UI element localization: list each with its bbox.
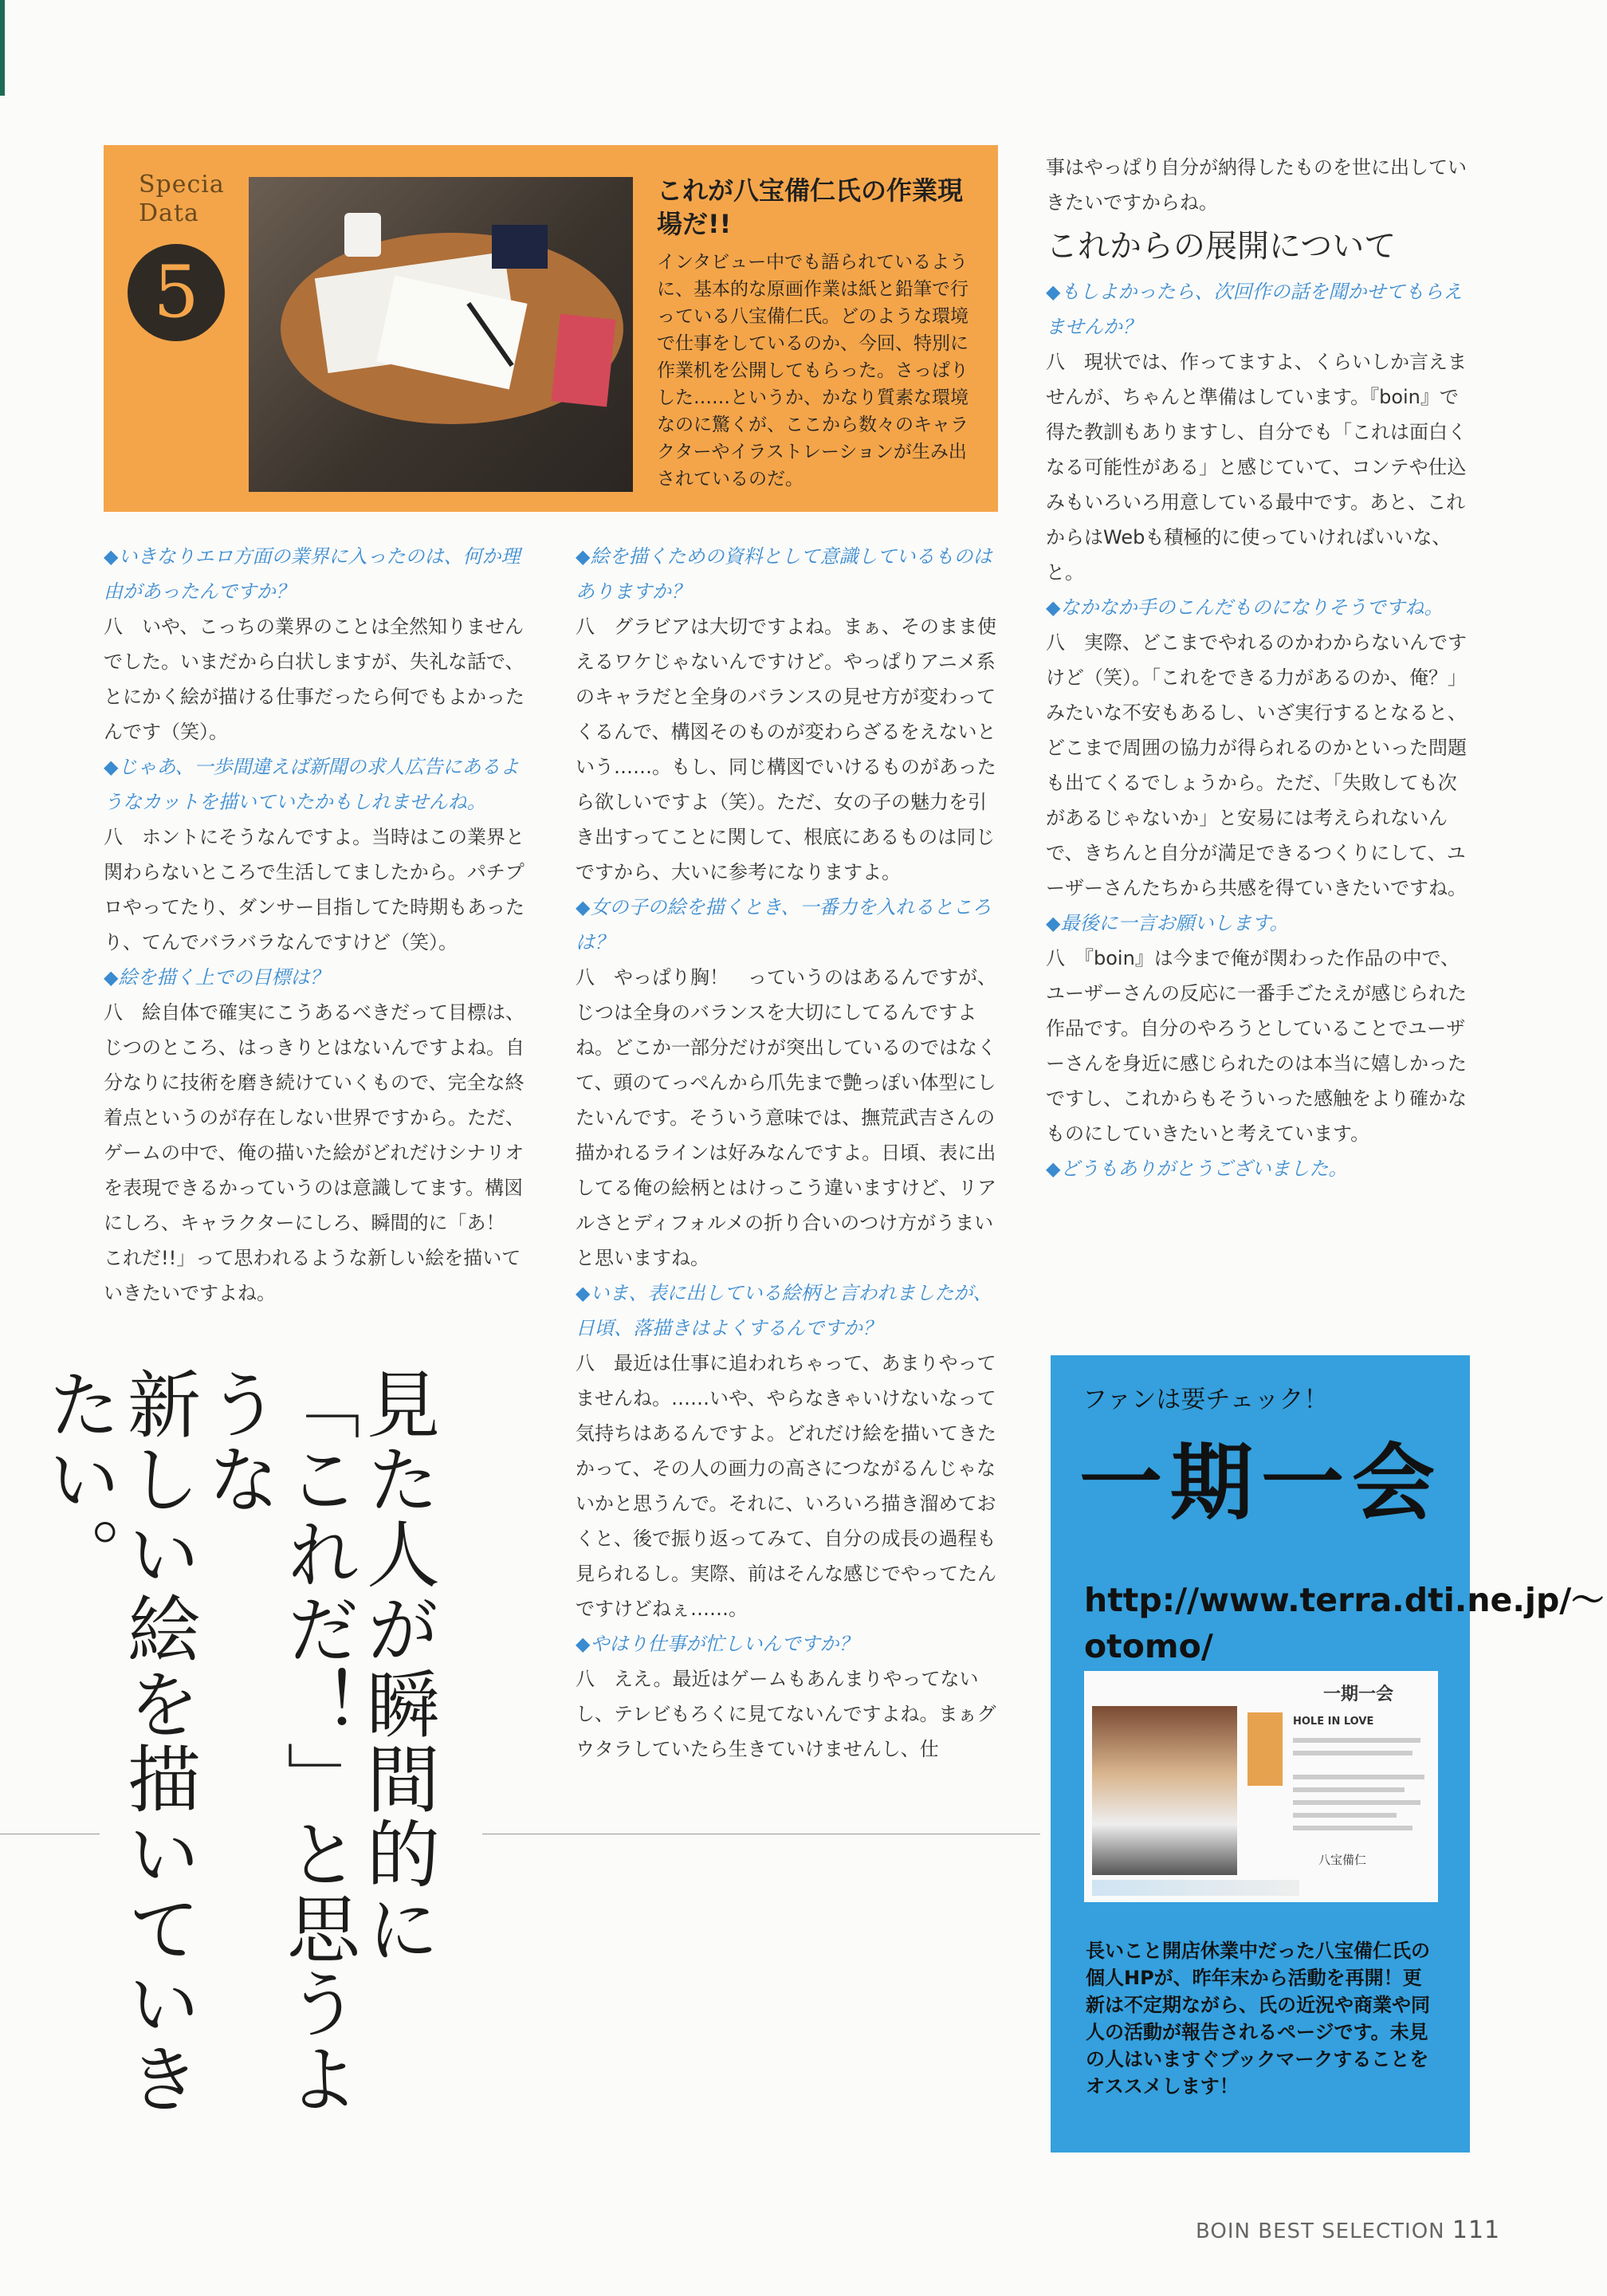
interview-answer: 八 最近は仕事に追われちゃって、あまりやってませんね。……いや、やらなきゃいけないなって気持ちはあるんですよ。どれだけ絵を描いてきたかって、その人の画力の高さにつながるんじゃないかと思うんで。それに、いろいろ描き溜めておくと、後で振り返ってみて、自分の成長の過程も見られるし。実際、前はそんな感じでやってたんですけどねぇ……。 xyxy=(576,1352,996,1620)
screenshot-text-line xyxy=(1293,1813,1397,1818)
interview-answer: 事はやっぱり自分が納得したものを世に出していきたいですからね。 xyxy=(1046,156,1467,214)
screenshot-text-line xyxy=(1293,1751,1413,1755)
special-data-box xyxy=(104,145,998,512)
interview-question: ◆いきなりエロ方面の業界に入ったのは、何か理由があったんですか？ xyxy=(104,545,521,603)
photo-pen-holder xyxy=(492,225,548,269)
magazine-title: BOIN BEST SELECTION xyxy=(1196,2219,1445,2243)
website-title: 一期一会 xyxy=(1079,1434,1444,1531)
special-data-label: Specia Data xyxy=(139,171,225,227)
special-data-title: これが八宝備仁氏の作業現場だ!! xyxy=(657,175,964,239)
pull-quote-line: 新しい絵を描いていきたい。 xyxy=(36,1366,201,2116)
screenshot-text-line xyxy=(1293,1826,1413,1830)
pull-quote-line: 見た人が瞬間的に xyxy=(355,1366,440,1966)
fan-check-label: ファンは要チェック！ xyxy=(1082,1386,1329,1414)
website-url[interactable]: http://www.terra.dti.ne.jp/〜otomo/ xyxy=(1084,1581,1605,1665)
interview-question: ◆やはり仕事が忙しいんですか？ xyxy=(576,1633,859,1655)
page-number: 111 xyxy=(1452,2216,1501,2244)
photo-mug xyxy=(344,213,381,257)
special-data-text: インタビュー中でも語られているように、基本的な原画作業は紙と鉛筆で行っている八宝備仁氏。どのような環境で仕事をしているのか、今回、特別に作業机を公開してもらった。さっぱりした……というか、かなり質素な環境なのに驚くが、ここから数々のキャラクターやイラストレーションが生み出されているのだ。 xyxy=(657,252,969,489)
interview-question: ◆もしよかったら、次回作の話を聞かせてもらえませんか？ xyxy=(1046,281,1463,338)
section-heading: これからの展開について xyxy=(1046,228,1397,265)
website-screenshot xyxy=(1084,1671,1438,1902)
page-footer xyxy=(1196,2216,1500,2244)
interview-answer: 八 ええ。最近はゲームもあんまりやってないし、テレビもろくに見てないんですよね。まぁグウタラしていたら生きていけませんし、仕 xyxy=(576,1668,996,1760)
interview-question: ◆どうもありがとうございました。 xyxy=(1046,1158,1348,1180)
interview-answer: 八 やっぱり胸！ っていうのはあるんですが、じつは全身のバランスを大切にしてるんですよね。どこか一部分だけが突出しているのではなくて、頭のてっぺんから爪先まで艶っぽい体型にしたいんです。そういう意味では、撫荒武吉さんの描かれるラインは好みなんですよ。日頃、表に出してる俺の絵柄とはけっこう違いますけど、リアルさとディフォルメの折り合いのつけ方がうまいと思いますね。 xyxy=(576,966,996,1269)
interview-column-1 xyxy=(104,539,534,1311)
screenshot-text-line xyxy=(1293,1738,1420,1743)
special-data-number: 5 xyxy=(128,244,225,341)
screenshot-hole-in-love: HOLE IN LOVE xyxy=(1293,1716,1374,1728)
page-edge-tab xyxy=(0,0,5,96)
interview-question: ◆じゃあ、一歩間違えば新聞の求人広告にあるようなカットを描いていたかもしれませんね。 xyxy=(104,756,520,813)
interview-column-3 xyxy=(1046,150,1475,1186)
screenshot-text-line xyxy=(1293,1787,1405,1792)
screenshot-header: 一期一会 xyxy=(1323,1685,1394,1704)
interview-question: ◆なかなか手のこんだものになりそうですね。 xyxy=(1046,596,1444,619)
screenshot-footer xyxy=(1092,1880,1299,1896)
interview-answer: 八 実際、どこまでやれるのかわからないんですけど（笑）。「これをできる力があるのか、俺？」みたいな不安もあるし、いざ実行するとなると、どこまで周囲の協力が得られるのかといった問題も出てくるでしょうから。ただ、「失敗しても次があるじゃないか」と安易には考えられないんで、きちんと自分が満足できるつくりにして、ユーザーさんたちから共感を得ていきたいですね。 xyxy=(1046,631,1467,899)
website-info-box xyxy=(1051,1355,1605,2152)
interview-answer: 八 いや、こっちの業界のことは全然知りませんでした。いまだから白状しますが、失礼な話で、とにかく絵が描ける仕事だったら何でもよかったんです（笑）。 xyxy=(104,615,525,743)
screenshot-text-line xyxy=(1293,1800,1420,1805)
pull-quote xyxy=(36,1366,440,2148)
screenshot-signature: 八宝備仁 xyxy=(1318,1853,1367,1867)
workdesk-photo xyxy=(249,177,633,492)
pull-quote-line: 「これだ！」と思うような xyxy=(195,1366,360,2116)
interview-question: ◆絵を描くための資料として意識しているものはありますか？ xyxy=(576,545,992,603)
screenshot-thumbnail xyxy=(1247,1712,1283,1786)
interview-answer: 八 現状では、作ってますよ、くらいしか言えませんが、ちゃんと準備はしています。『boin』で得た教訓もありますし、自分でも「これは面白くなる可能性がある」と感じていて、コンテや仕込みもいろいろ用意している最中です。あと、これからはWebも積極的に使っていければいいな、と。 xyxy=(1046,351,1467,584)
photo-magazine xyxy=(551,314,615,407)
interview-answer: 八 ホントにそうなんですよ。当時はこの業界と関わらないところで生活してましたから。パチプロやってたり、ダンサー目指してた時期もあったり、てんでバラバラなんですけど（笑）。 xyxy=(104,826,525,953)
interview-column-2 xyxy=(576,539,998,1767)
interview-question: ◆最後に一言お願いします。 xyxy=(1046,912,1289,934)
interview-answer: 八 絵自体で確実にこうあるべきだって目標は、じつのところ、はっきりとはないんですよね。自分なりに技術を磨き続けていくもので、完全な終着点というのが存在しない世界ですから。ただ、ゲームの中で、俺の描いた絵がどれだけシナリオを表現できるかっていうのは意識してます。構図にしろ、キャラクターにしろ、瞬間的に「あ！ これだ!!」って思われるような新しい絵を描いていきたいですよね。 xyxy=(104,1001,525,1304)
interview-question: ◆絵を描く上での目標は？ xyxy=(104,966,329,989)
interview-question: ◆女の子の絵を描くとき、一番力を入れるところは？ xyxy=(576,896,992,953)
interview-answer: 八 『boin』は今まで俺が関わった作品の中で、ユーザーさんの反応に一番手ごたえが感じられた作品です。自分のやろうとしていることでユーザーさんを身近に感じられたのは本当に嬉しかったですし、これからもそういった感触をより確かなものにしていきたいと考えています。 xyxy=(1046,947,1467,1145)
website-description: 長いこと開店休業中だった八宝備仁氏の個人HPが、昨年末から活動を再開！更新は不定期ながら、氏の近況や商業や同人の活動が報告されるページです。未見の人はいますぐブックマークすることをオススメします！ xyxy=(1086,1940,1430,2097)
screenshot-illustration xyxy=(1092,1706,1237,1875)
interview-answer: 八 グラビアは大切ですよね。まぁ、そのまま使えるワケじゃないんですけど。やっぱりアニメ系のキャラだと全身のバランスの見せ方が変わってくるんで、構図そのものが変わらざるをえないという……。もし、同じ構図でいけるものがあったら欲しいですよ（笑）。ただ、女の子の魅力を引き出すってことに関して、根底にあるものは同じですから、大いに参考になりますよ。 xyxy=(576,615,996,883)
screenshot-text-line xyxy=(1293,1775,1424,1779)
interview-question: ◆いま、表に出している絵柄と言われましたが、日頃、落描きはよくするんですか？ xyxy=(576,1282,992,1339)
